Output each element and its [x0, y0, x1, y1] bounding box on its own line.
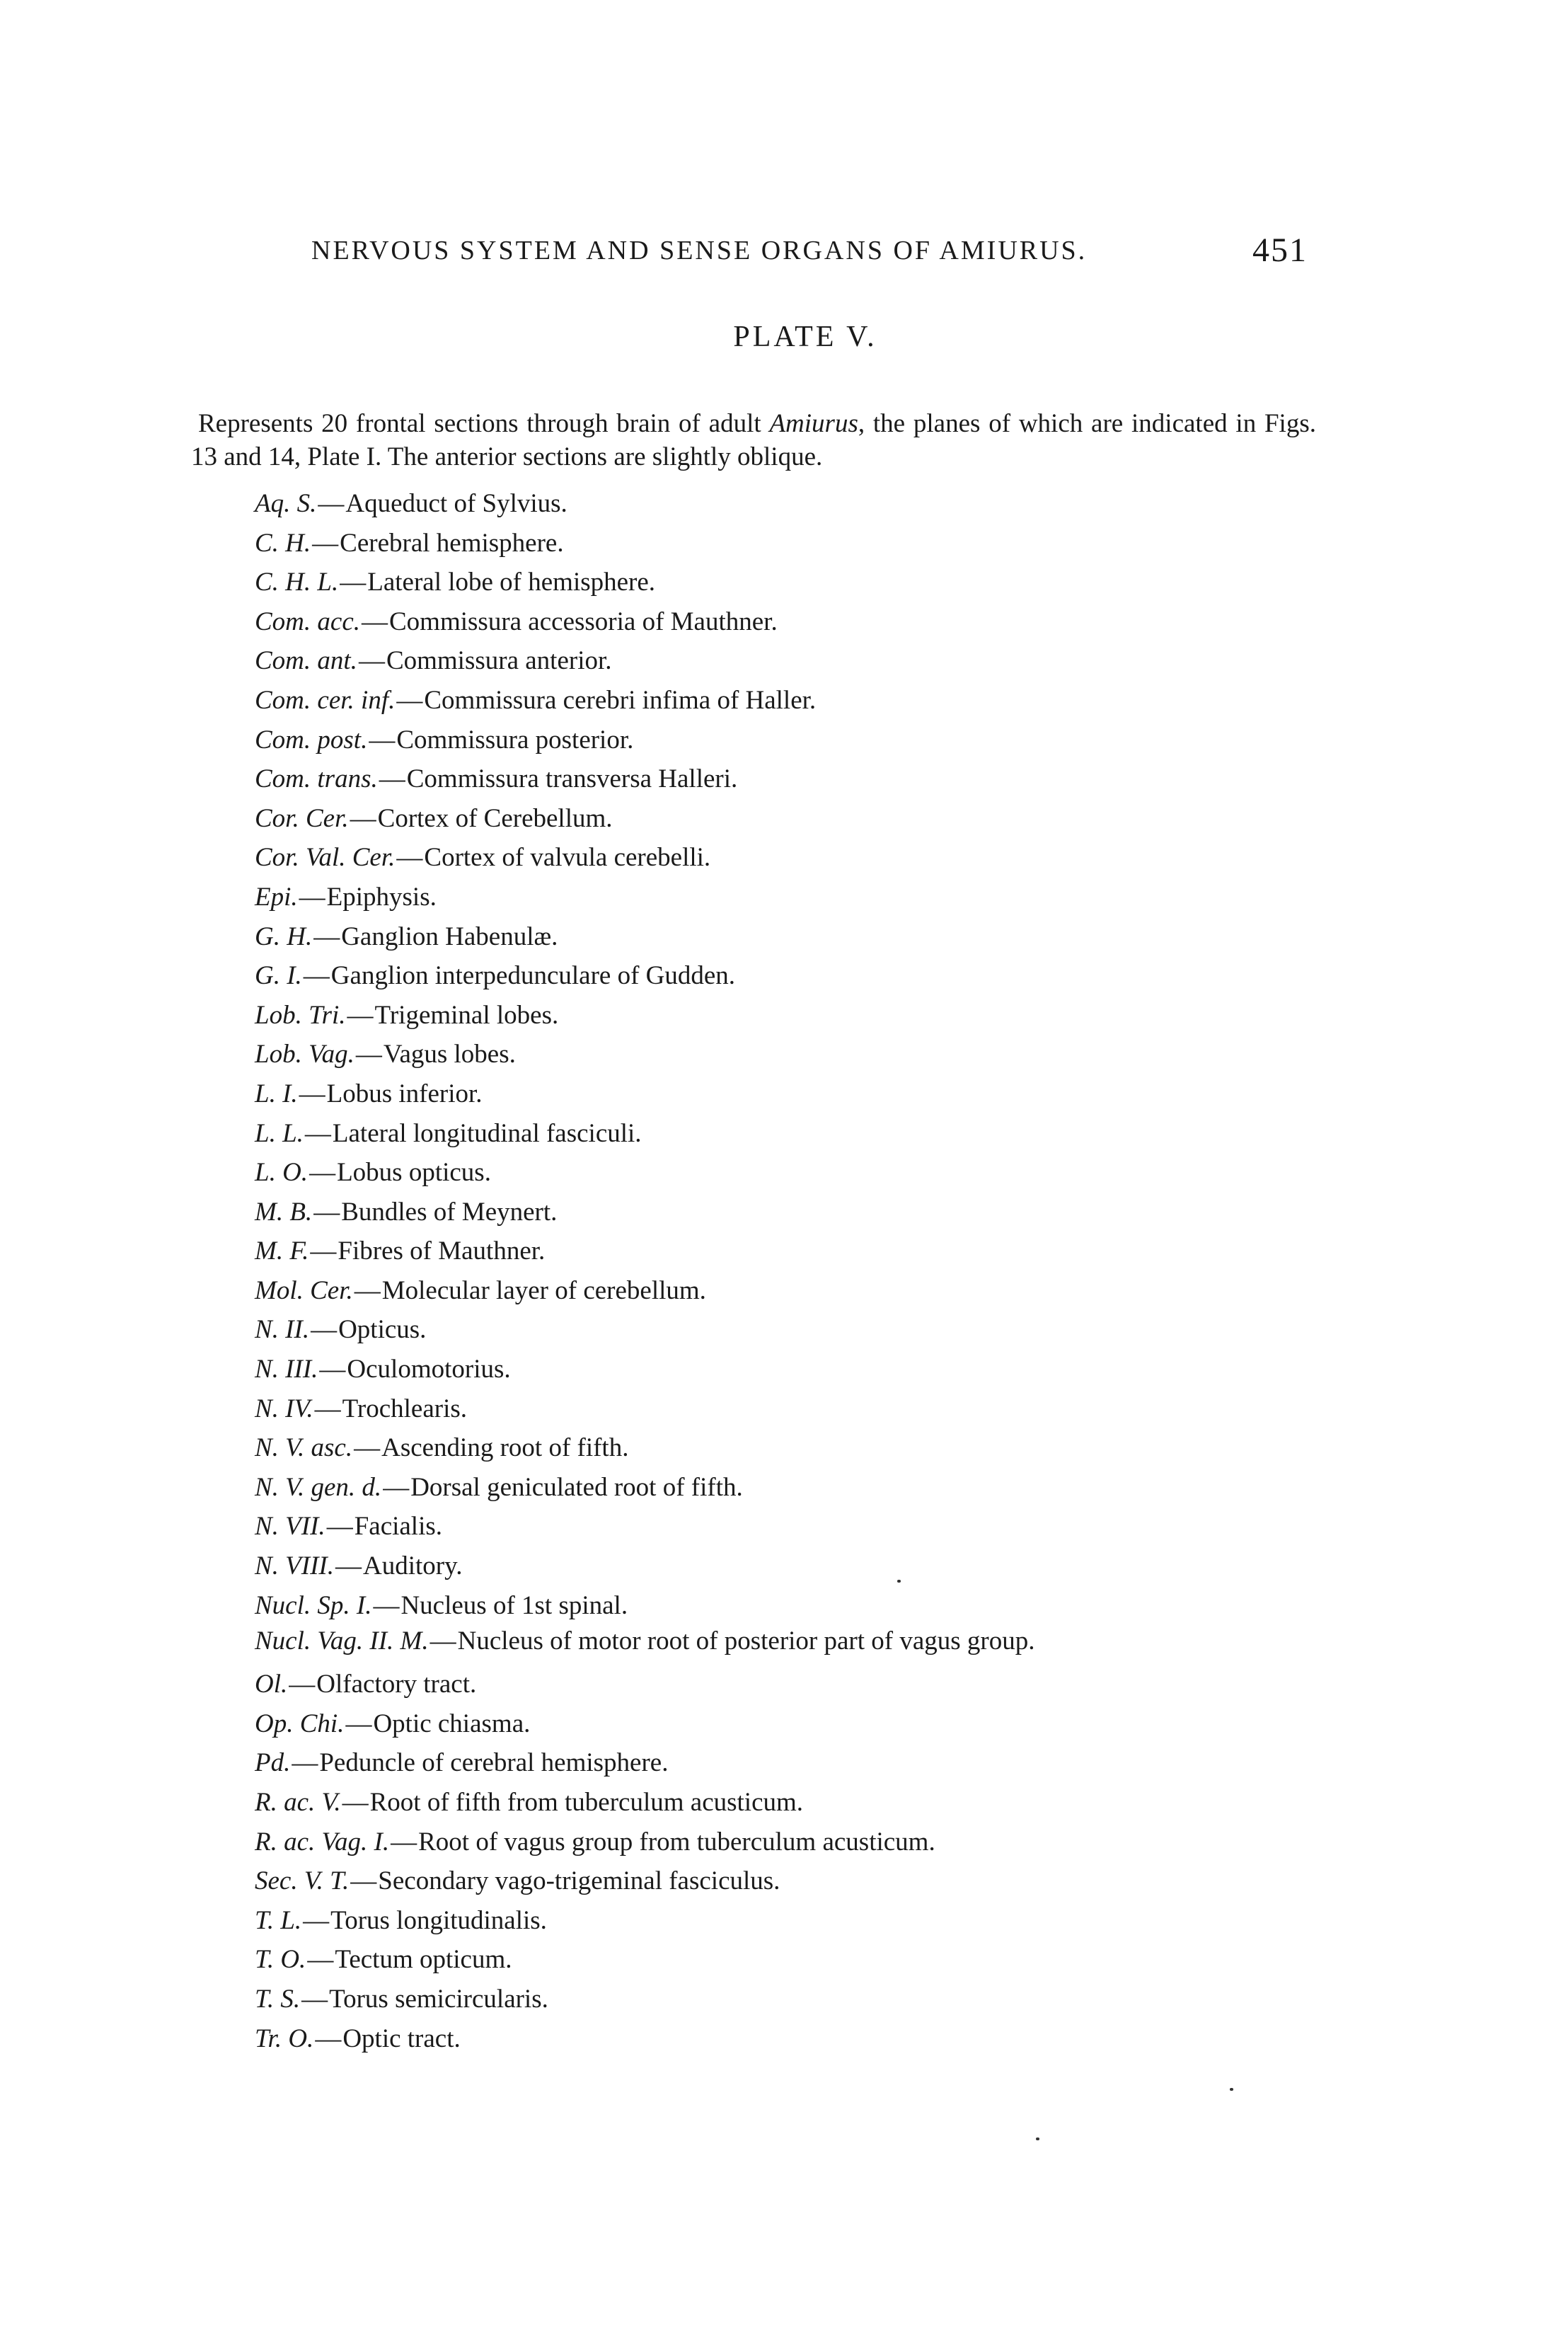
legend-dash: —	[311, 1315, 338, 1345]
legend-dash: —	[379, 764, 405, 794]
legend-abbreviation: Nucl. Vag. II. M.	[255, 1626, 429, 1656]
legend-meaning: Facialis.	[354, 1512, 443, 1542]
legend-abbreviation: N. III.	[255, 1355, 318, 1384]
legend-dash: —	[347, 1000, 374, 1030]
legend-entry	[255, 524, 1323, 563]
legend-dash: —	[299, 882, 325, 912]
legend-meaning: Root of fifth from tuberculum acusticum.	[369, 1788, 804, 1817]
legend-meaning: Optic tract.	[342, 2024, 461, 2053]
legend-dash: —	[373, 1590, 400, 1620]
legend-meaning: Molecular layer of cerebellum.	[381, 1275, 706, 1305]
legend-meaning: Lateral longitudinal fasciculi.	[332, 1118, 642, 1148]
legend-entry	[255, 1665, 1323, 1704]
legend-dash: —	[342, 1788, 369, 1817]
print-speck	[1036, 2137, 1039, 2140]
legend-abbreviation: Com. trans.	[255, 764, 378, 794]
legend-abbreviation: N. VIII.	[255, 1551, 334, 1581]
legend-entry	[255, 484, 1323, 524]
legend-dash: —	[301, 1984, 328, 2014]
legend-dash: —	[383, 1472, 410, 1502]
legend-abbreviation: Mol. Cer.	[255, 1275, 353, 1305]
legend-entry	[255, 602, 1323, 642]
legend-dash: —	[358, 646, 385, 676]
plate-description	[191, 407, 1316, 474]
legend-meaning: Commissura posterior.	[396, 725, 634, 754]
page-number: 451	[1252, 231, 1308, 269]
legend-entry	[255, 799, 1323, 839]
legend-meaning: Tectum opticum.	[335, 1945, 512, 1975]
legend-meaning: Lobus opticus.	[337, 1158, 491, 1188]
legend-meaning: Vagus lobes.	[383, 1040, 516, 1069]
legend-entry	[255, 996, 1323, 1035]
legend-entry	[255, 1074, 1323, 1114]
legend-meaning: Cerebral hemisphere.	[340, 528, 564, 558]
legend-entry	[255, 2019, 1323, 2059]
legend-dash: —	[362, 607, 388, 636]
legend-entry	[255, 1980, 1323, 2019]
legend-dash: —	[369, 725, 396, 754]
legend-dash: —	[355, 1040, 382, 1069]
legend-abbreviation: L. O.	[255, 1158, 309, 1188]
legend-abbreviation: Cor. Cer.	[255, 803, 349, 833]
legend-dash: —	[310, 1236, 337, 1266]
genus-name: Amiurus	[769, 409, 858, 438]
legend-dash: —	[430, 1626, 456, 1656]
running-head: NERVOUS SYSTEM AND SENSE ORGANS OF AMIURUS.	[311, 236, 1088, 265]
legend-entry	[255, 1743, 1323, 1783]
legend-abbreviation: Lob. Vag.	[255, 1040, 354, 1069]
print-speck	[1230, 2088, 1233, 2091]
legend-abbreviation: C. H.	[255, 528, 311, 558]
legend-entry	[255, 956, 1323, 996]
legend-abbreviation: N. IV.	[255, 1394, 313, 1423]
legend-meaning: Fibres of Mauthner.	[338, 1236, 546, 1266]
legend-dash: —	[326, 1512, 353, 1542]
legend-dash: —	[335, 1551, 362, 1581]
legend-meaning: Ganglion interpedunculare of Gudden.	[330, 961, 736, 991]
legend-meaning: Cortex of valvula cerebelli.	[424, 843, 711, 873]
legend-entry	[255, 1625, 1323, 1658]
legend-abbreviation: M. B.	[255, 1197, 313, 1227]
legend-meaning: Torus longitudinalis.	[330, 1905, 547, 1935]
legend-meaning: Opticus.	[338, 1315, 427, 1345]
legend-meaning: Cortex of Cerebellum.	[377, 803, 613, 833]
legend-entry	[255, 1823, 1323, 1862]
legend-abbreviation: R. ac. V.	[255, 1788, 341, 1817]
legend-meaning: Olfactory tract.	[316, 1670, 477, 1699]
legend-abbreviation: Cor. Val. Cer.	[255, 843, 396, 873]
legend-meaning: Lobus inferior.	[326, 1079, 483, 1108]
legend-dash: —	[312, 528, 339, 558]
legend-dash: —	[313, 1197, 340, 1227]
legend-dash: —	[303, 961, 330, 991]
legend-entry	[255, 1861, 1323, 1901]
legend-entry	[255, 759, 1323, 799]
legend-entry	[255, 1586, 1323, 1626]
legend-meaning: Commissura anterior.	[386, 646, 612, 676]
legend-abbreviation: L. L.	[255, 1118, 304, 1148]
legend-abbreviation: T. O.	[255, 1945, 306, 1975]
legend-dash: —	[318, 489, 345, 518]
legend-meaning: Commissura cerebri infima of Haller.	[424, 685, 817, 715]
legend-abbreviation: Nucl. Sp. I.	[255, 1590, 372, 1620]
legend-meaning: Trochlearis.	[342, 1394, 468, 1423]
legend-dash: —	[354, 1275, 381, 1305]
legend-meaning: Torus semicircularis.	[329, 1984, 548, 2014]
legend-meaning: Oculomotorius.	[347, 1355, 511, 1384]
legend-dash: —	[313, 922, 340, 951]
legend-dash: —	[319, 1355, 346, 1384]
legend-abbreviation: Op. Chi.	[255, 1709, 345, 1738]
legend-entry	[255, 1271, 1323, 1311]
legend-meaning: Aqueduct of Sylvius.	[345, 489, 567, 518]
legend-dash: —	[289, 1670, 316, 1699]
legend-abbreviation: Sec. V. T.	[255, 1866, 350, 1896]
legend-entry	[255, 838, 1323, 878]
legend-meaning: Optic chiasma.	[373, 1709, 531, 1738]
legend-abbreviation: N. V. asc.	[255, 1433, 353, 1463]
print-speck	[897, 1580, 901, 1583]
legend-entry	[255, 1940, 1323, 1980]
legend-entry	[255, 878, 1323, 917]
legend-dash: —	[340, 568, 367, 597]
legend-entry	[255, 1704, 1323, 1744]
legend-dash: —	[304, 1118, 331, 1148]
legend-dash: —	[303, 1905, 330, 1935]
legend-abbreviation: Com. post.	[255, 725, 368, 754]
legend-entry	[255, 563, 1323, 602]
legend-meaning: Trigeminal lobes.	[374, 1000, 559, 1030]
legend-entry	[255, 681, 1323, 721]
legend-dash: —	[391, 1827, 417, 1857]
legend-entry	[255, 1310, 1323, 1350]
legend-dash: —	[350, 1866, 377, 1896]
legend-meaning: Peduncle of cerebral hemisphere.	[319, 1748, 669, 1778]
legend-meaning: Ganglion Habenulæ.	[341, 922, 558, 951]
legend-dash: —	[396, 843, 423, 873]
legend-abbreviation: Com. cer. inf.	[255, 685, 396, 715]
legend-dash: —	[345, 1709, 372, 1738]
abbreviation-legend	[255, 484, 1323, 2058]
plate-title: PLATE V.	[733, 321, 877, 353]
legend-dash: —	[315, 2024, 342, 2053]
legend-entry	[255, 1114, 1323, 1154]
legend-abbreviation: N. VII.	[255, 1512, 325, 1542]
legend-meaning: Nucleus of 1st spinal.	[400, 1590, 628, 1620]
legend-abbreviation: Pd.	[255, 1748, 291, 1778]
legend-meaning: Commissura accessoria of Mauthner.	[389, 607, 778, 636]
legend-meaning: Commissura transversa Halleri.	[406, 764, 738, 794]
intro-text-start: Represents 20 frontal sections through brain of adult	[198, 409, 770, 438]
legend-abbreviation: C. H. L.	[255, 568, 339, 597]
legend-entry	[255, 1547, 1323, 1586]
legend-meaning: Bundles of Meynert.	[341, 1197, 558, 1227]
legend-abbreviation: Com. acc.	[255, 607, 360, 636]
legend-abbreviation: T. L.	[255, 1905, 302, 1935]
legend-meaning: Dorsal geniculated root of fifth.	[410, 1472, 743, 1502]
legend-dash: —	[292, 1748, 318, 1778]
legend-meaning: Ascending root of fifth.	[381, 1433, 629, 1463]
legend-meaning: Lateral lobe of hemisphere.	[367, 568, 656, 597]
legend-entry	[255, 721, 1323, 760]
legend-meaning: Secondary vago-trigeminal fasciculus.	[378, 1866, 780, 1896]
legend-meaning: Nucleus of motor root of posterior part of vagus group.	[457, 1626, 1035, 1656]
legend-abbreviation: N. II.	[255, 1315, 310, 1345]
legend-dash: —	[299, 1079, 325, 1108]
legend-abbreviation: Tr. O.	[255, 2024, 314, 2053]
legend-entry	[255, 1507, 1323, 1547]
legend-entry	[255, 1193, 1323, 1232]
legend-meaning: Epiphysis.	[326, 882, 437, 912]
legend-entry	[255, 1350, 1323, 1389]
legend-abbreviation: Lob. Tri.	[255, 1000, 346, 1030]
legend-entry	[255, 1783, 1323, 1823]
legend-entry	[255, 1468, 1323, 1508]
legend-entry	[255, 917, 1323, 957]
legend-dash: —	[354, 1433, 381, 1463]
legend-dash: —	[307, 1945, 334, 1975]
legend-abbreviation: Aq. S.	[255, 489, 317, 518]
legend-dash: —	[314, 1394, 341, 1423]
legend-meaning: Auditory.	[363, 1551, 463, 1581]
legend-abbreviation: G. I.	[255, 961, 302, 991]
legend-entry	[255, 1153, 1323, 1193]
legend-entry	[255, 641, 1323, 681]
legend-entry	[255, 1901, 1323, 1941]
legend-abbreviation: Ol.	[255, 1670, 288, 1699]
legend-abbreviation: N. V. gen. d.	[255, 1472, 382, 1502]
legend-abbreviation: R. ac. Vag. I.	[255, 1827, 390, 1857]
legend-entry	[255, 1428, 1323, 1468]
legend-abbreviation: T. S.	[255, 1984, 301, 2014]
legend-entry	[255, 1035, 1323, 1074]
legend-meaning: Root of vagus group from tuberculum acusticum.	[418, 1827, 935, 1857]
legend-dash: —	[350, 803, 376, 833]
legend-entry	[255, 1232, 1323, 1271]
legend-abbreviation: Com. ant.	[255, 646, 357, 676]
legend-dash: —	[309, 1158, 336, 1188]
legend-abbreviation: L. I.	[255, 1079, 298, 1108]
legend-abbreviation: Epi.	[255, 882, 298, 912]
legend-entry	[255, 1389, 1323, 1429]
legend-abbreviation: M. F.	[255, 1236, 309, 1266]
legend-dash: —	[396, 685, 423, 715]
intro-text-end: , the planes of which are indicated in Figs. 13 and 14, Plate I. The anterior sections are slightly oblique.	[191, 409, 1316, 471]
legend-abbreviation: G. H.	[255, 922, 313, 951]
